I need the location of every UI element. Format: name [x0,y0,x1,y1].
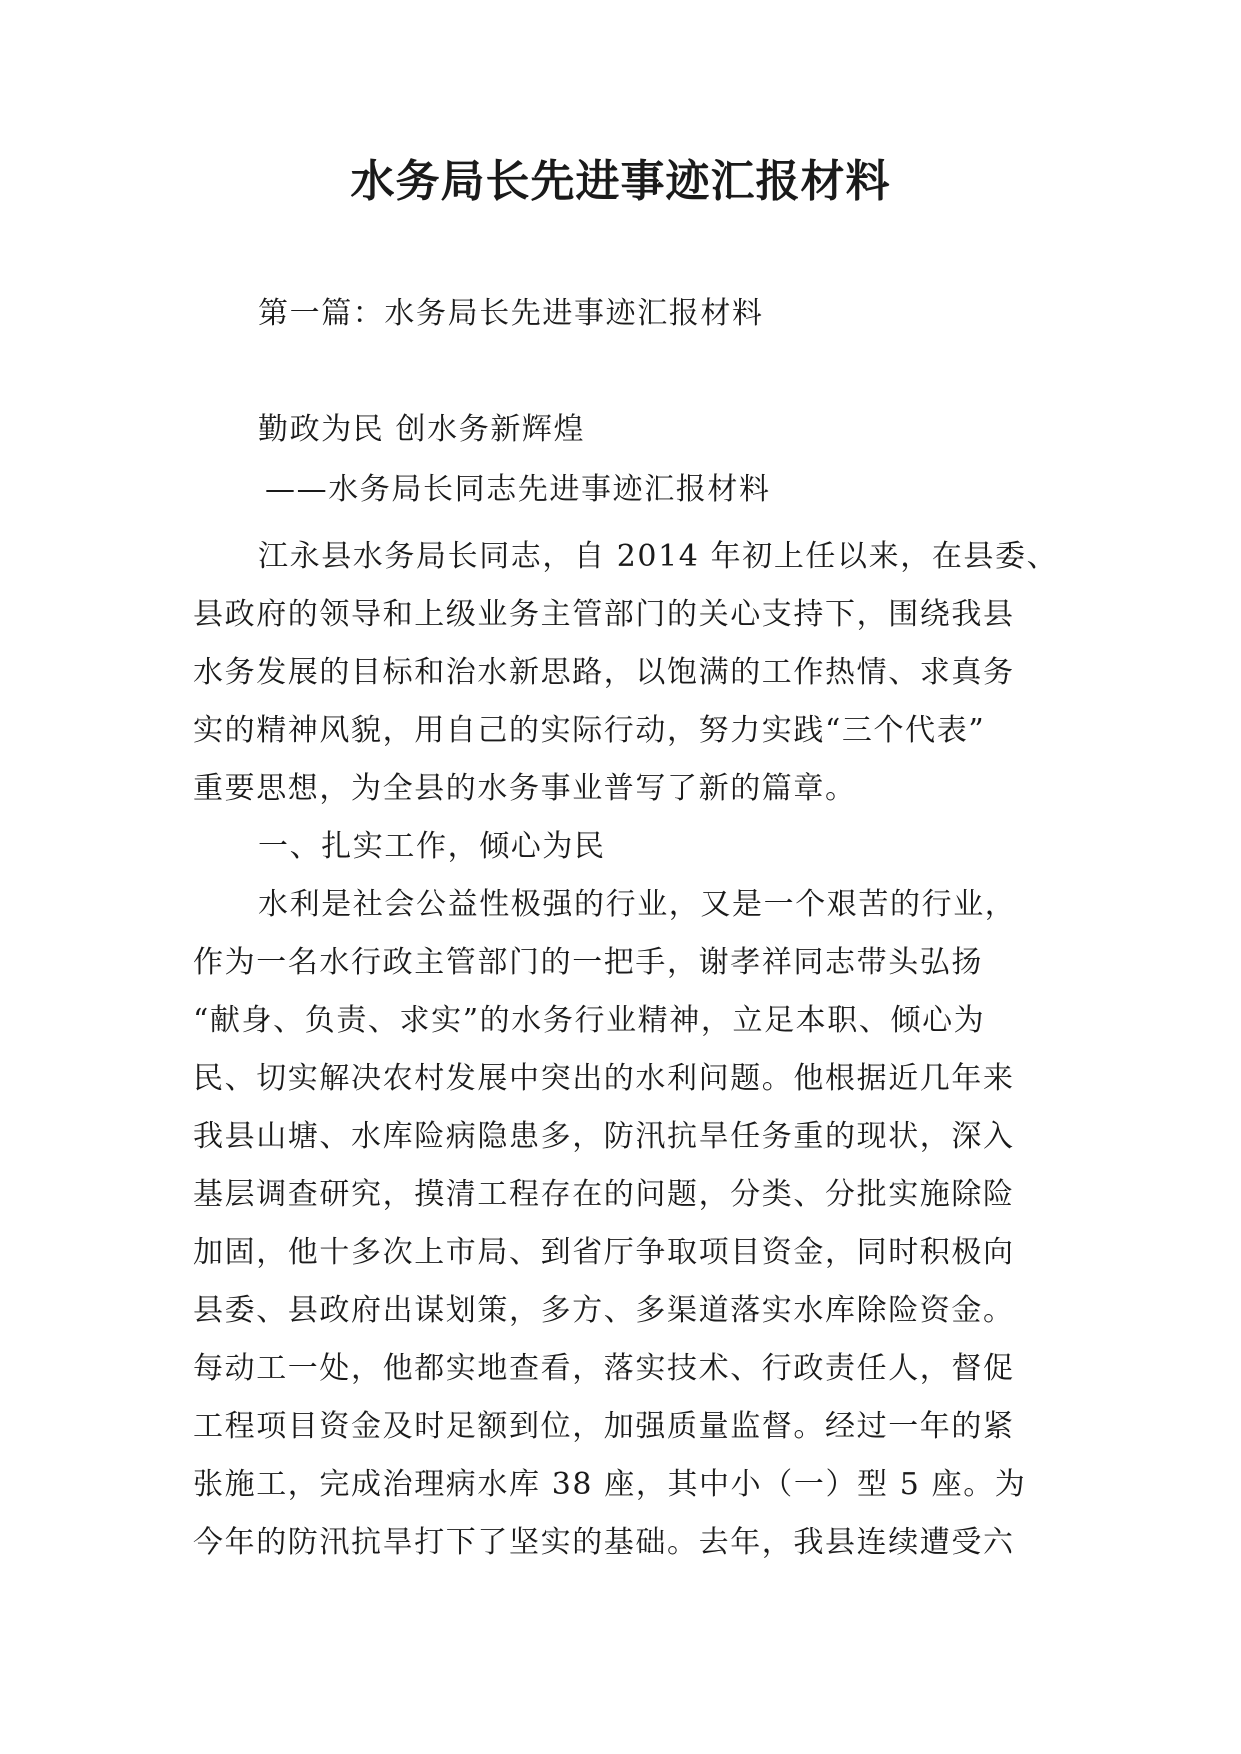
text-line: 基层调查研究，摸清工程存在的问题，分类、分批实施除险 [193,1177,1015,1212]
text-line: 工程项目资金及时足额到位，加强质量监督。经过一年的紧 [193,1409,1015,1444]
text-line: 县委、县政府出谋划策，多方、多渠道落实水库除险资金。 [193,1293,1015,1328]
text-line: 我县山塘、水库险病隐患多，防汛抗旱任务重的现状，深入 [193,1119,1015,1154]
text-line: “献身、负责、求实”的水务行业精神，立足本职、倾心为 [193,1003,986,1038]
article-byline: ——水务局长同志先进事迹汇报材料 [265,472,771,507]
article-body [193,528,1193,1572]
text-line: 作为一名水行政主管部门的一把手，谢孝祥同志带头弘扬 [193,945,983,980]
section-heading: 第一篇：水务局长先进事迹汇报材料 [258,296,764,331]
text-line: 实的精神风貌，用自己的实际行动，努力实践“三个代表” [193,713,986,748]
text-line: 每动工一处，他都实地查看，落实技术、行政责任人，督促 [193,1351,1015,1386]
text-line: 今年的防汛抗旱打下了坚实的基础。去年，我县连续遭受六 [193,1525,1015,1560]
text-line: 县政府的领导和上级业务主管部门的关心支持下，围绕我县 [193,597,1015,632]
text-line: 重要思想，为全县的水务事业普写了新的篇章。 [193,771,857,806]
article-subtitle: 勤政为民 创水务新辉煌 [258,412,586,447]
text-line: 水务发展的目标和治水新思路，以饱满的工作热情、求真务 [193,655,1015,690]
section-subheading: 一、扎实工作，倾心为民 [258,829,606,864]
text-line: 民、切实解决农村发展中突出的水利问题。他根据近几年来 [193,1061,1015,1096]
document-title: 水务局长先进事迹汇报材料 [350,156,891,207]
text-line: 加固，他十多次上市局、到省厅争取项目资金，同时积极向 [193,1235,1015,1270]
text-line: 张施工，完成治理病水库 38 座，其中小（一）型 5 座。为 [193,1467,1027,1502]
text-line: 水利是社会公益性极强的行业，又是一个艰苦的行业， [258,887,1017,922]
text-line: 江永县水务局长同志，自 2014 年初上任以来，在县委、 [258,539,1059,574]
